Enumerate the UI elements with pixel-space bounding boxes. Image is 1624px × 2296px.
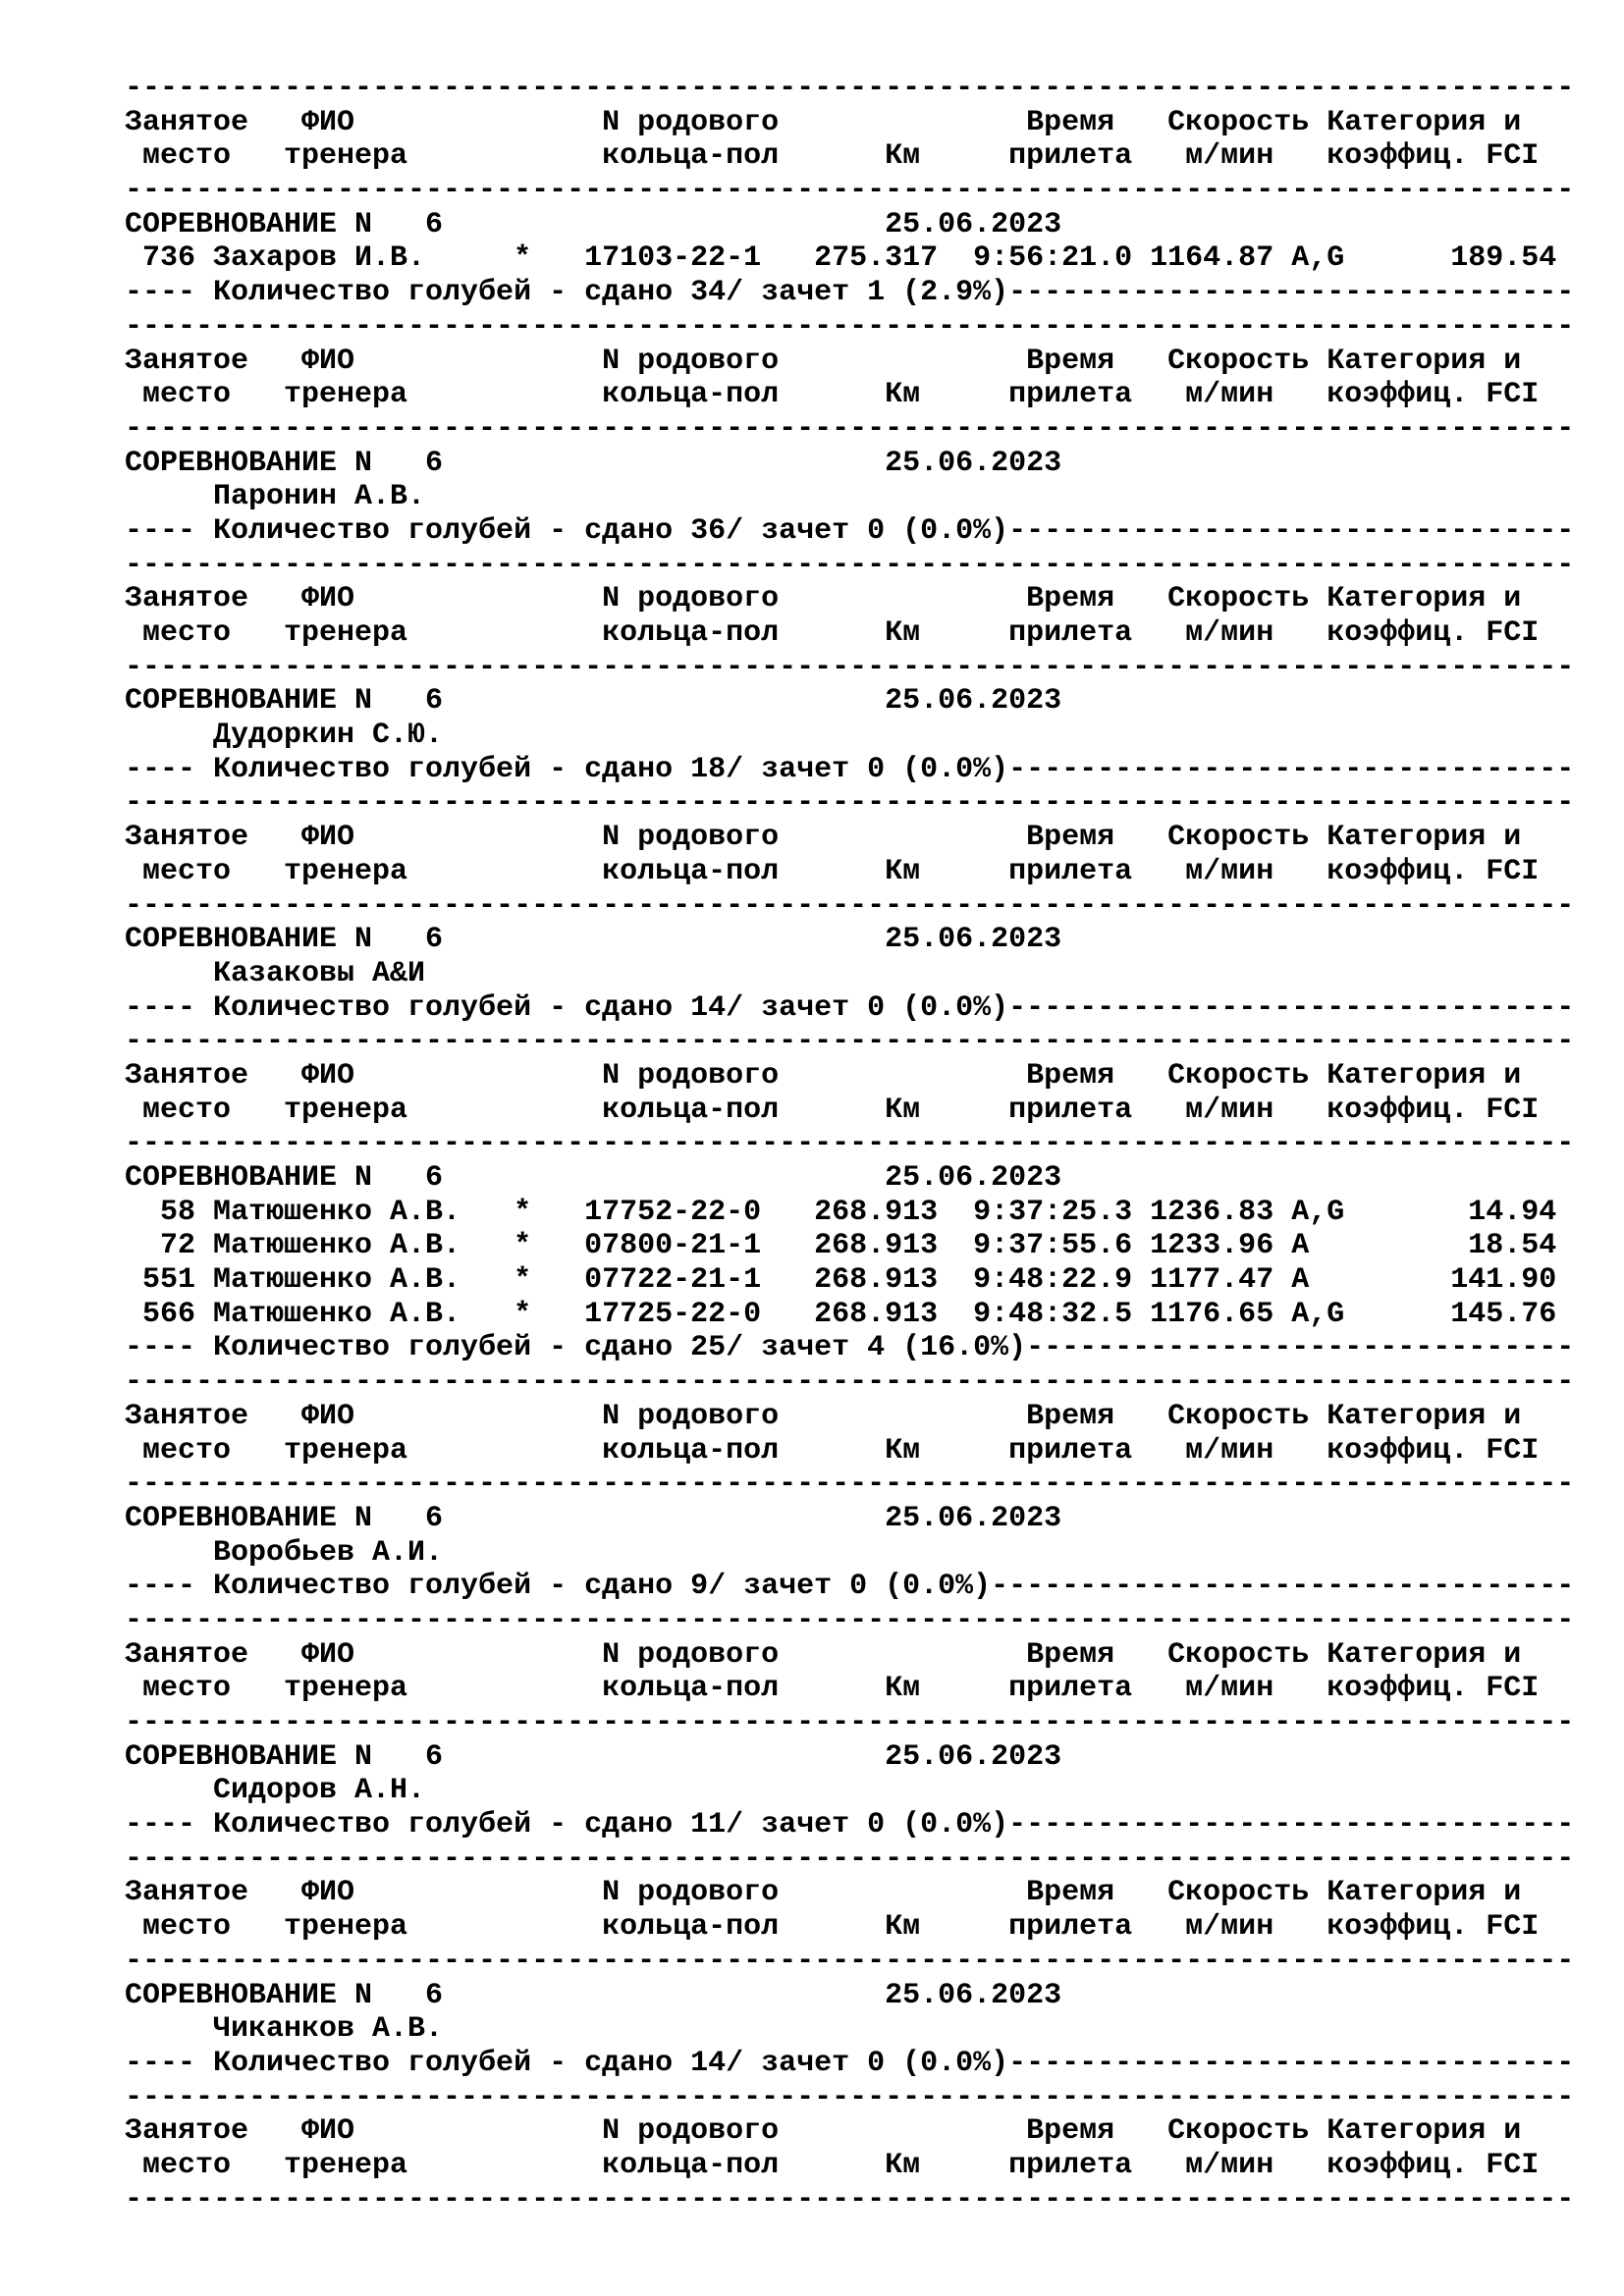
summary-dash-fill: -------------------------------- <box>1008 990 1575 1025</box>
competition-line: СОРЕВНОВАНИЕ N 6 25.06.2023 <box>125 1501 1062 1535</box>
summary-line <box>125 2047 1597 2081</box>
separator-line: ---------------------------------------------------------------------------------- <box>125 650 1575 684</box>
column-header-line: Занятое ФИО N родового Время Скорость Категория и <box>125 344 1522 378</box>
result-row: 736 Захаров И.В. * 17103-22-1 275.317 9:56:21.0 1164.87 A,G 189.54 <box>125 241 1557 276</box>
competition-line: СОРЕВНОВАНИЕ N 6 25.06.2023 <box>125 1161 1062 1195</box>
summary-dash-fill: -------------------------------- <box>1008 276 1575 310</box>
summary-line <box>125 276 1597 310</box>
summary-text: ---- Количество голубей - сдано 25/ зачет 4 (16.0%) <box>125 1331 1027 1365</box>
column-header-line: Занятое ФИО N родового Время Скорость Категория и <box>125 1058 1522 1093</box>
competition-line: СОРЕВНОВАНИЕ N 6 25.06.2023 <box>125 1739 1062 1774</box>
column-header-line: место тренера кольца-пол Км прилета м/мин коэффиц. FCI <box>125 1672 1540 1706</box>
result-row: 551 Матюшенко А.В. * 07722-21-1 268.913 9:48:22.9 1177.47 A 141.90 <box>125 1263 1557 1298</box>
column-header-line: Занятое ФИО N родового Время Скорость Категория и <box>125 1876 1522 1910</box>
column-header-line: место тренера кольца-пол Км прилета м/мин коэффиц. FCI <box>125 854 1540 888</box>
separator-line: ---------------------------------------------------------------------------------- <box>125 2182 1575 2216</box>
column-header-line: место тренера кольца-пол Км прилета м/мин коэффиц. FCI <box>125 139 1540 174</box>
separator-line: ---------------------------------------------------------------------------------- <box>125 72 1575 105</box>
column-header-line: Занятое ФИО N родового Время Скорость Категория и <box>125 582 1522 616</box>
result-row: 72 Матюшенко А.В. * 07800-21-1 268.913 9:37:55.6 1233.96 A 18.54 <box>125 1229 1557 1263</box>
summary-line <box>125 991 1597 1026</box>
summary-text: ---- Количество голубей - сдано 11/ зачет 0 (0.0%) <box>125 1808 1009 1842</box>
column-header-line: место тренера кольца-пол Км прилета м/мин коэффиц. FCI <box>125 2148 1540 2182</box>
column-header-line: Занятое ФИО N родового Время Скорость Категория и <box>125 1399 1522 1433</box>
column-header-line: место тренера кольца-пол Км прилета м/мин коэффиц. FCI <box>125 616 1540 650</box>
separator-line: ---------------------------------------------------------------------------------- <box>125 1025 1575 1059</box>
separator-line: ---------------------------------------------------------------------------------- <box>125 2080 1575 2114</box>
summary-dash-fill: ------------------------------- <box>1026 1331 1575 1365</box>
separator-line: ---------------------------------------------------------------------------------- <box>125 1603 1575 1637</box>
result-row: 58 Матюшенко А.В. * 17752-22-0 268.913 9:37:25.3 1236.83 A,G 14.94 <box>125 1195 1557 1229</box>
competition-line: СОРЕВНОВАНИЕ N 6 25.06.2023 <box>125 207 1062 241</box>
fancier-name: Паронин А.В. <box>125 480 426 514</box>
separator-line: ---------------------------------------------------------------------------------- <box>125 1944 1575 1978</box>
separator-line: ---------------------------------------------------------------------------------- <box>125 1842 1575 1876</box>
separator-line: ---------------------------------------------------------------------------------- <box>125 786 1575 821</box>
separator-line: ---------------------------------------------------------------------------------- <box>125 1127 1575 1161</box>
summary-line <box>125 753 1597 787</box>
summary-dash-fill: --------------------------------- <box>991 1570 1575 1604</box>
competition-line: СОРЕВНОВАНИЕ N 6 25.06.2023 <box>125 446 1062 480</box>
separator-line: ---------------------------------------------------------------------------------- <box>125 174 1575 208</box>
competition-line: СОРЕВНОВАНИЕ N 6 25.06.2023 <box>125 1978 1062 2012</box>
summary-text: ---- Количество голубей - сдано 18/ зачет 0 (0.0%) <box>125 752 1009 786</box>
separator-line: ---------------------------------------------------------------------------------- <box>125 548 1575 582</box>
summary-line <box>125 514 1597 549</box>
column-header-line: место тренера кольца-пол Км прилета м/мин коэффиц. FCI <box>125 1433 1540 1468</box>
summary-dash-fill: -------------------------------- <box>1008 752 1575 786</box>
separator-line: ---------------------------------------------------------------------------------- <box>125 309 1575 344</box>
column-header-line: Занятое ФИО N родового Время Скорость Категория и <box>125 2114 1522 2149</box>
summary-line <box>125 1808 1597 1842</box>
column-header-line: место тренера кольца-пол Км прилета м/мин коэффиц. FCI <box>125 1910 1540 1945</box>
fancier-name: Дудоркин С.Ю. <box>125 719 444 753</box>
separator-line: ---------------------------------------------------------------------------------- <box>125 411 1575 446</box>
column-header-line: Занятое ФИО N родового Время Скорость Категория и <box>125 105 1522 139</box>
summary-dash-fill: -------------------------------- <box>1008 513 1575 548</box>
fancier-name: Казаковы А&И <box>125 956 426 990</box>
column-header-line: место тренера кольца-пол Км прилета м/мин коэффиц. FCI <box>125 378 1540 412</box>
fancier-name: Чиканков А.В. <box>125 2012 444 2047</box>
summary-text: ---- Количество голубей - сдано 14/ зачет 0 (0.0%) <box>125 990 1009 1025</box>
column-header-line: Занятое ФИО N родового Время Скорость Категория и <box>125 1637 1522 1672</box>
summary-dash-fill: -------------------------------- <box>1008 2046 1575 2080</box>
fancier-name: Сидоров А.Н. <box>125 1774 426 1808</box>
competition-line: СОРЕВНОВАНИЕ N 6 25.06.2023 <box>125 684 1062 719</box>
separator-line: ---------------------------------------------------------------------------------- <box>125 888 1575 923</box>
summary-text: ---- Количество голубей - сдано 36/ зачет 0 (0.0%) <box>125 513 1009 548</box>
summary-line <box>125 1570 1597 1604</box>
summary-text: ---- Количество голубей - сдано 34/ зачет 1 (2.9%) <box>125 276 1009 310</box>
summary-dash-fill: -------------------------------- <box>1008 1808 1575 1842</box>
separator-line: ---------------------------------------------------------------------------------- <box>125 1706 1575 1739</box>
results-report <box>125 72 1597 2216</box>
separator-line: ---------------------------------------------------------------------------------- <box>125 1468 1575 1502</box>
fancier-name: Воробьев А.И. <box>125 1535 444 1570</box>
separator-line: ---------------------------------------------------------------------------------- <box>125 1365 1575 1400</box>
column-header-line: Занятое ФИО N родового Время Скорость Категория и <box>125 821 1522 855</box>
column-header-line: место тренера кольца-пол Км прилета м/мин коэффиц. FCI <box>125 1093 1540 1127</box>
competition-line: СОРЕВНОВАНИЕ N 6 25.06.2023 <box>125 923 1062 957</box>
summary-text: ---- Количество голубей - сдано 9/ зачет 0 (0.0%) <box>125 1570 992 1604</box>
summary-line <box>125 1331 1597 1365</box>
summary-text: ---- Количество голубей - сдано 14/ зачет 0 (0.0%) <box>125 2046 1009 2080</box>
result-row: 566 Матюшенко А.В. * 17725-22-0 268.913 9:48:32.5 1176.65 A,G 145.76 <box>125 1297 1557 1331</box>
